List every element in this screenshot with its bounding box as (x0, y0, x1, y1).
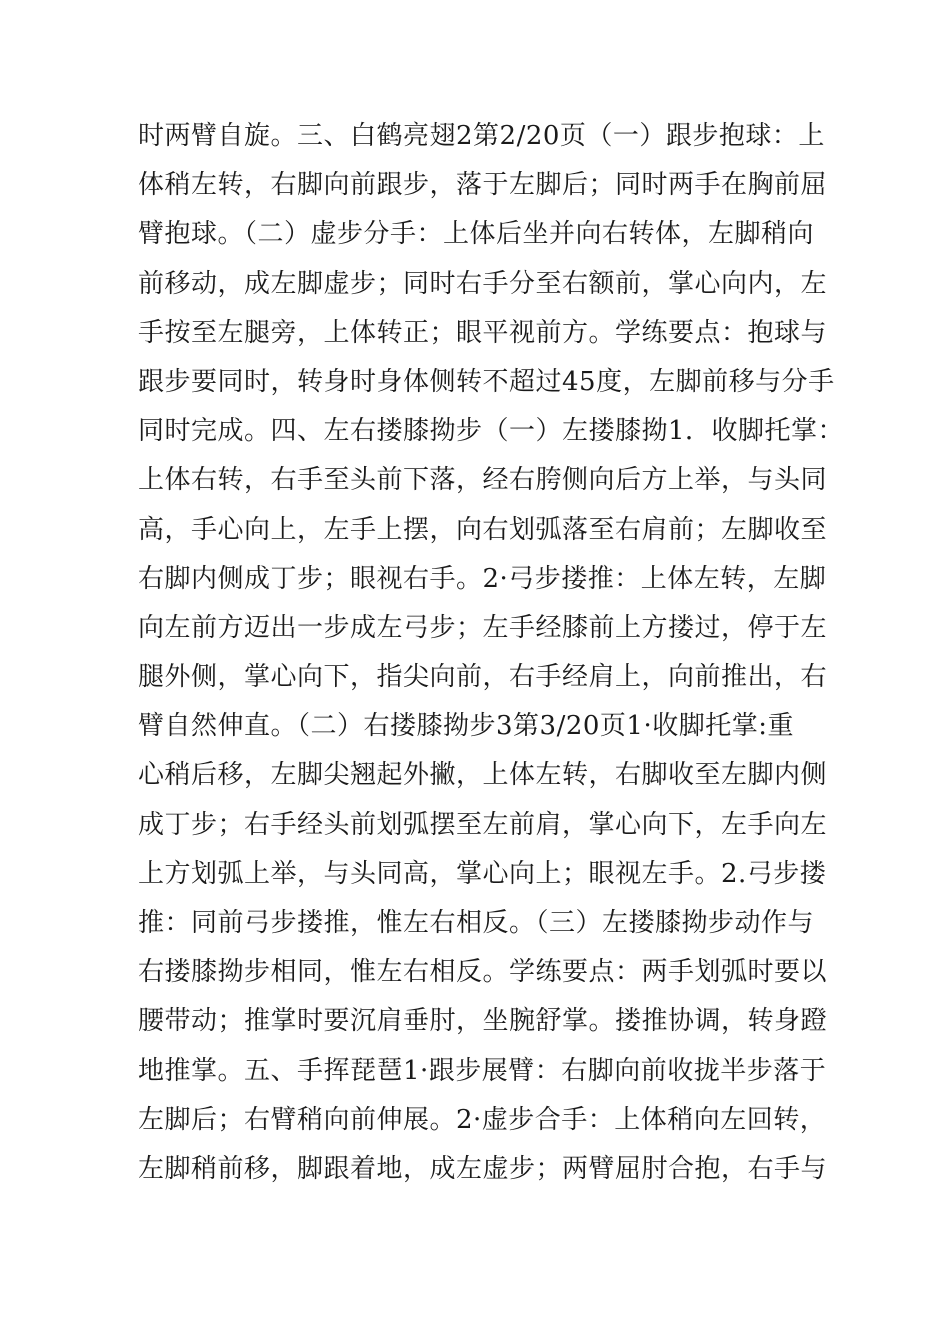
text-line: 高，手心向上，左手上摆，向右划弧落至右肩前；左脚收至 (138, 514, 828, 545)
text-line: 左脚后；右臂稍向前伸展。2·虚步合手：上体稍向左回转， (138, 1104, 827, 1135)
text-line: 左脚稍前移，脚跟着地，成左虚步；两臂屈肘合抱，右手与 (138, 1153, 828, 1184)
body-text (138, 112, 845, 1194)
text-line: 跟步要同时，转身时身体侧转不超过45度，左脚前移与分手 (138, 366, 835, 397)
text-line: 地推掌。五、手挥琵琶1·跟步展臂：右脚向前收拢半步落于 (138, 1055, 827, 1086)
text-line: 同时完成。四、左右搂膝拗步（一）左搂膝拗1．收脚托掌： (138, 416, 845, 447)
text-line: 右搂膝拗步相同，惟左右相反。学练要点：两手划弧时要以 (138, 957, 828, 988)
text-line: 推：同前弓步搂推，惟左右相反。（三）左搂膝拗步动作与 (138, 908, 815, 938)
text-line: 手按至左腿旁，上体转正；眼平视前方。学练要点：抱球与 (138, 317, 828, 348)
text-line: 心稍后移，左脚尖翘起外撇，上体左转，右脚收至左脚内侧 (138, 760, 828, 791)
text-line: 腿外侧，掌心向下，指尖向前，右手经肩上，向前推出，右 (138, 662, 828, 693)
text-line: 体稍左转，右脚向前跟步，落于左脚后；同时两手在胸前屈 (138, 170, 828, 201)
text-line: 臂自然伸直。（二）右搂膝拗步3第3/20页1·收脚托掌:重 (138, 711, 794, 742)
text-line: 时两臂自旋。三、白鹤亮翅2第2/20页（一）跟步抱球：上 (138, 121, 825, 151)
text-line: 前移动，成左脚虚步；同时右手分至右额前，掌心向内，左 (138, 268, 828, 299)
text-line: 腰带动；推掌时要沉肩垂肘，坐腕舒掌。搂推协调，转身蹬 (138, 1006, 828, 1037)
text-line: 向左前方迈出一步成左弓步；左手经膝前上方搂过，停于左 (138, 612, 828, 643)
text-line: 上体右转，右手至头前下落，经右胯侧向后方上举，与头同 (138, 465, 828, 496)
text-line: 右脚内侧成丁步；眼视右手。2·弓步搂推：上体左转，左脚 (138, 563, 827, 594)
text-line: 成丁步；右手经头前划弧摆至左前肩，掌心向下，左手向左 (138, 809, 828, 840)
text-line: 上方划弧上举，与头同高，掌心向上；眼视左手。2.弓步搂 (138, 858, 827, 889)
text-line: 臂抱球。（二）虚步分手：上体后坐并向右转体，左脚稍向 (138, 219, 815, 250)
